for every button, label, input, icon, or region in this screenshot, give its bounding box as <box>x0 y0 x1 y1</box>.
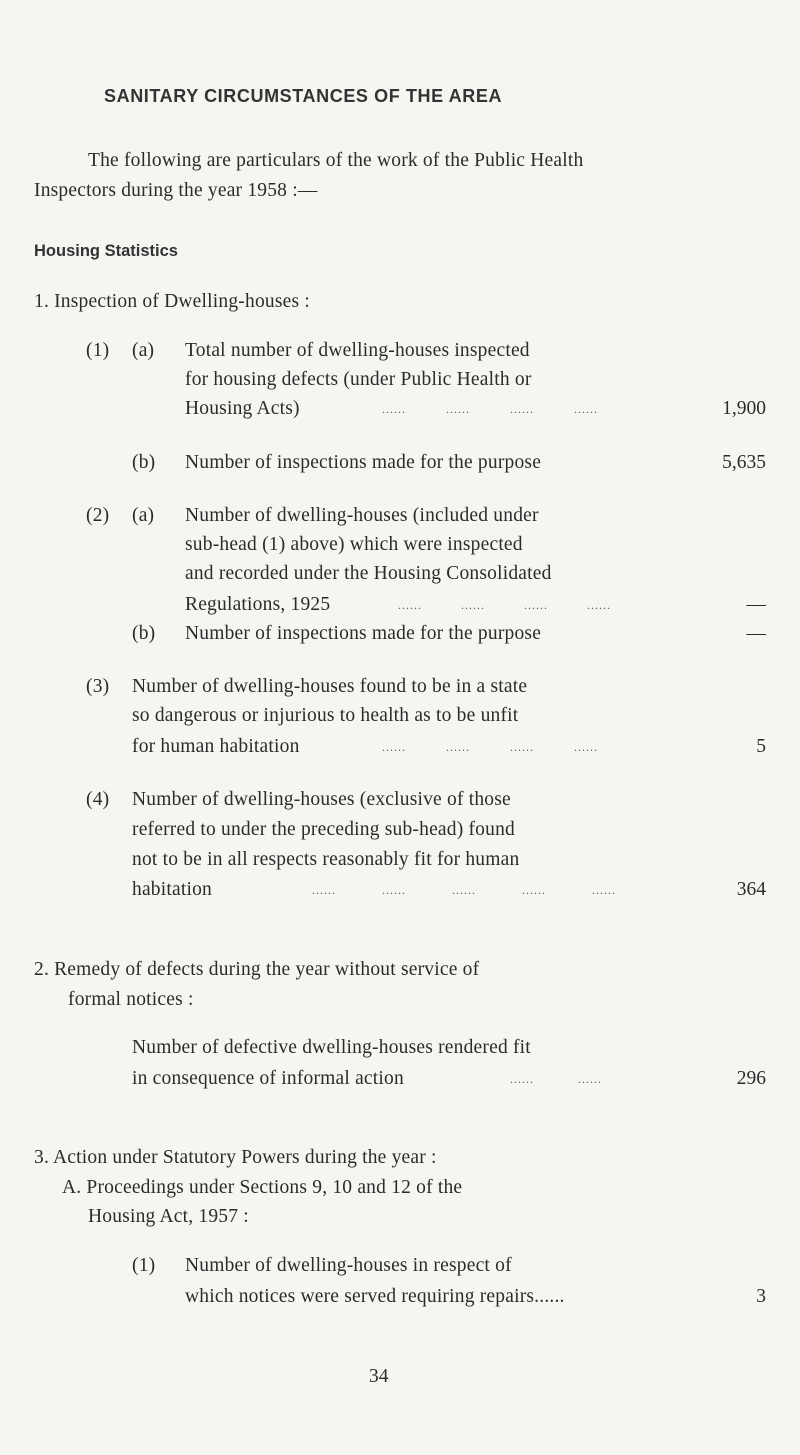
item-3a-line-1: A. Proceedings under Sections 9, 10 and 12 of the <box>62 1177 463 1198</box>
item-1-4-label: (4) <box>86 789 110 810</box>
item-1-2b-label: (b) <box>132 623 156 644</box>
leader-dots: ...... <box>574 402 598 416</box>
intro-line-2: Inspectors during the year 1958 :— <box>34 180 318 201</box>
page-title: SANITARY CIRCUMSTANCES OF THE AREA <box>104 86 503 106</box>
leader-dots: ...... <box>382 402 406 416</box>
item-1-4-line-2: referred to under the preceding sub-head) found <box>132 819 515 840</box>
item-3a-1-value: 3 <box>756 1286 766 1307</box>
item-1-4-line-4: habitation <box>132 879 212 900</box>
item-1-3-value: 5 <box>756 736 766 757</box>
item-1-1b-value: 5,635 <box>722 452 766 473</box>
item-3a-1-label: (1) <box>132 1255 156 1276</box>
item-1-3-line-1: Number of dwelling-houses found to be in a state <box>132 676 528 697</box>
leader-dots: ...... <box>446 402 470 416</box>
item-1-4-value: 364 <box>736 879 766 900</box>
leader-dots: ...... <box>461 598 485 612</box>
leader-dots: ...... <box>510 402 534 416</box>
leader-dots: ...... <box>446 740 470 754</box>
item-1-1b-label: (b) <box>132 452 156 473</box>
item-1-1a-label: (a) <box>132 340 155 361</box>
item-2-value: 296 <box>736 1068 766 1089</box>
item-1-2-number: (2) <box>86 505 110 526</box>
page-number: 34 <box>369 1366 389 1387</box>
leader-dots: ...... <box>574 740 598 754</box>
leader-dots: ...... <box>524 598 548 612</box>
item-1-2a-value: — <box>746 594 766 615</box>
item-3a-1-line-1: Number of dwelling-houses in respect of <box>185 1255 512 1276</box>
leader-dots: ...... <box>522 883 546 897</box>
item-1-2a-line-4: Regulations, 1925 <box>185 594 331 615</box>
leader-dots: ...... <box>587 598 611 612</box>
leader-dots: ...... <box>398 598 422 612</box>
item-1-2b-text: Number of inspections made for the purpose <box>185 623 542 644</box>
leader-dots: ...... <box>452 883 476 897</box>
item-3a-line-2: Housing Act, 1957 : <box>88 1206 249 1227</box>
leader-dots: ...... <box>382 883 406 897</box>
item-1-1a-value: 1,900 <box>722 398 766 419</box>
item-1-3-label: (3) <box>86 676 110 697</box>
section-heading: Housing Statistics <box>34 242 178 260</box>
item-1-2a-line-3: and recorded under the Housing Consolidated <box>185 563 552 584</box>
item-1-heading: 1. Inspection of Dwelling-houses : <box>34 291 310 312</box>
item-2-line-1: 2. Remedy of defects during the year without service of <box>34 959 480 980</box>
item-2-sub-line-1: Number of defective dwelling-houses rendered fit <box>132 1037 531 1058</box>
leader-dots: ...... <box>382 740 406 754</box>
item-3a-1-line-2: which notices were served requiring repairs...... <box>185 1286 565 1307</box>
item-1-1a-line-1: Total number of dwelling-houses inspected <box>185 340 530 361</box>
leader-dots: ...... <box>510 1072 534 1086</box>
item-3-line-1: 3. Action under Statutory Powers during the year : <box>34 1147 437 1168</box>
intro-line-1: The following are particulars of the work of the Public Health <box>88 150 584 171</box>
leader-dots: ...... <box>510 740 534 754</box>
item-1-2b-value: — <box>746 623 766 644</box>
item-1-1a-line-2: for housing defects (under Public Health or <box>185 369 532 390</box>
item-1-3-line-2: so dangerous or injurious to health as to be unfit <box>132 705 519 726</box>
leader-dots: ...... <box>592 883 616 897</box>
item-1-1-number: (1) <box>86 340 110 361</box>
item-2-sub-line-2: in consequence of informal action <box>132 1068 404 1089</box>
item-1-4-line-3: not to be in all respects reasonably fit for human <box>132 849 520 870</box>
item-1-2a-line-2: sub-head (1) above) which were inspected <box>185 534 523 555</box>
item-1-1b-text: Number of inspections made for the purpose <box>185 452 542 473</box>
item-1-1a-line-3: Housing Acts) <box>185 398 300 419</box>
item-1-3-line-3: for human habitation <box>132 736 300 757</box>
item-1-2a-label: (a) <box>132 505 155 526</box>
item-1-4-line-1: Number of dwelling-houses (exclusive of those <box>132 789 511 810</box>
item-1-2a-line-1: Number of dwelling-houses (included under <box>185 505 539 526</box>
leader-dots: ...... <box>578 1072 602 1086</box>
item-2-line-2: formal notices : <box>68 989 194 1010</box>
leader-dots: ...... <box>312 883 336 897</box>
